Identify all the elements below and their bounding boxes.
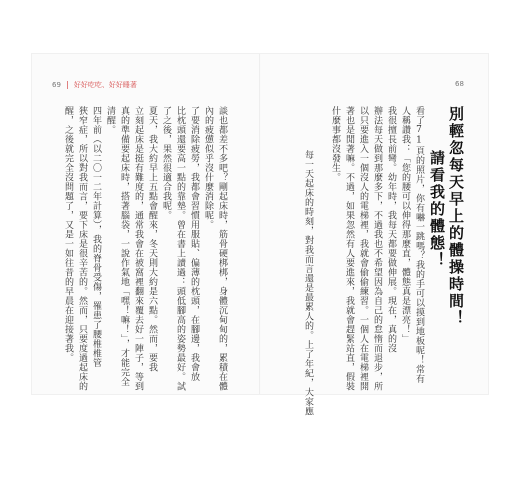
right-text-column: 著也是閒著嘛。不過，如果忽然有人要進來，我就會趕緊站直，假裝 bbox=[344, 106, 354, 391]
left-text-column: 四年前（以二〇一二年計算），我的脊骨受傷，罹患了腰椎椎管 bbox=[91, 106, 101, 368]
left-page-header bbox=[52, 80, 137, 90]
book-gutter bbox=[259, 54, 261, 394]
left-text-column: 談也都差不多吧？剛起床時，筋骨硬梆梆，身體沉甸甸的，累積在體 bbox=[217, 106, 227, 391]
left-text-column: 夏天，我大約早上五點會醒來，冬天則大約是六點。然而，要我 bbox=[147, 106, 157, 372]
left-text-column: 真的準備要起床時，搭著腦袋，一說作氣地「嘿！嘛！」，才能完全 bbox=[119, 106, 129, 387]
left-text-column: 比枕頭還要高一點的靠墊。曾在書上讀過：頭低腳高的姿勢最好。試 bbox=[175, 106, 185, 391]
right-text-column: 我很擅長前彎。幼年時，我每天都要做伸展。現在，真的沒 bbox=[386, 106, 396, 353]
chapter-title-line-2: 請看我的體態！ bbox=[428, 150, 446, 269]
left-page-number: 69 bbox=[52, 81, 61, 89]
left-text-column: 清醒。 bbox=[105, 106, 115, 135]
right-text-column: 什麼事都沒發生。 bbox=[330, 106, 340, 182]
right-text-column: 每一天起床的時刻，對我而言還是最累人的。上了年紀，大家應 bbox=[303, 150, 313, 416]
left-text-column: 醒，之後就完全沒問題了，又是一如往昔的早晨在迎接著我。 bbox=[63, 106, 73, 363]
left-text-column: 內的疲憊似乎沒什麼消除呢。 bbox=[203, 106, 213, 230]
right-text-column: 人稱讚我：「您的腰可以伸得那麼直，體態真是漂亮！」 bbox=[400, 106, 410, 344]
right-text-column: 以只要進入一個沒人的電梯裡，我就會偷偷練習。一個人在電梯裡開 bbox=[358, 106, 368, 391]
header-divider bbox=[67, 81, 68, 89]
chapter-title-line-1: 別輕忽每天早上的體操時間！ bbox=[447, 106, 465, 327]
right-text-column: 看了71頁的照片，你有嚇一跳嗎？我的手可以摸到地板呢！常有 bbox=[414, 106, 424, 384]
left-text-column: 了之後，果然很適合我呢。 bbox=[161, 106, 171, 220]
left-text-column: 了要消除疲勞，我都會習慣用服貼、偏薄的枕頭，在腳邊，我會放 bbox=[189, 106, 199, 382]
right-text-column: 辦法每天做到那麼多下，不過我也不希望因為自己的怠惰而退步，所 bbox=[372, 106, 382, 391]
left-text-column: 狹窄症，所以對我而言，要下床是很辛苦的。然而，只要度過起床的 bbox=[77, 106, 87, 391]
running-title: 好好吃吃、好好睡著 bbox=[73, 81, 137, 89]
left-text-column: 立刻起床是挺有難度的，通常我會在被窩裡翻來覆去好一陣子，等到 bbox=[133, 106, 143, 391]
right-page-number: 68 bbox=[455, 80, 464, 88]
